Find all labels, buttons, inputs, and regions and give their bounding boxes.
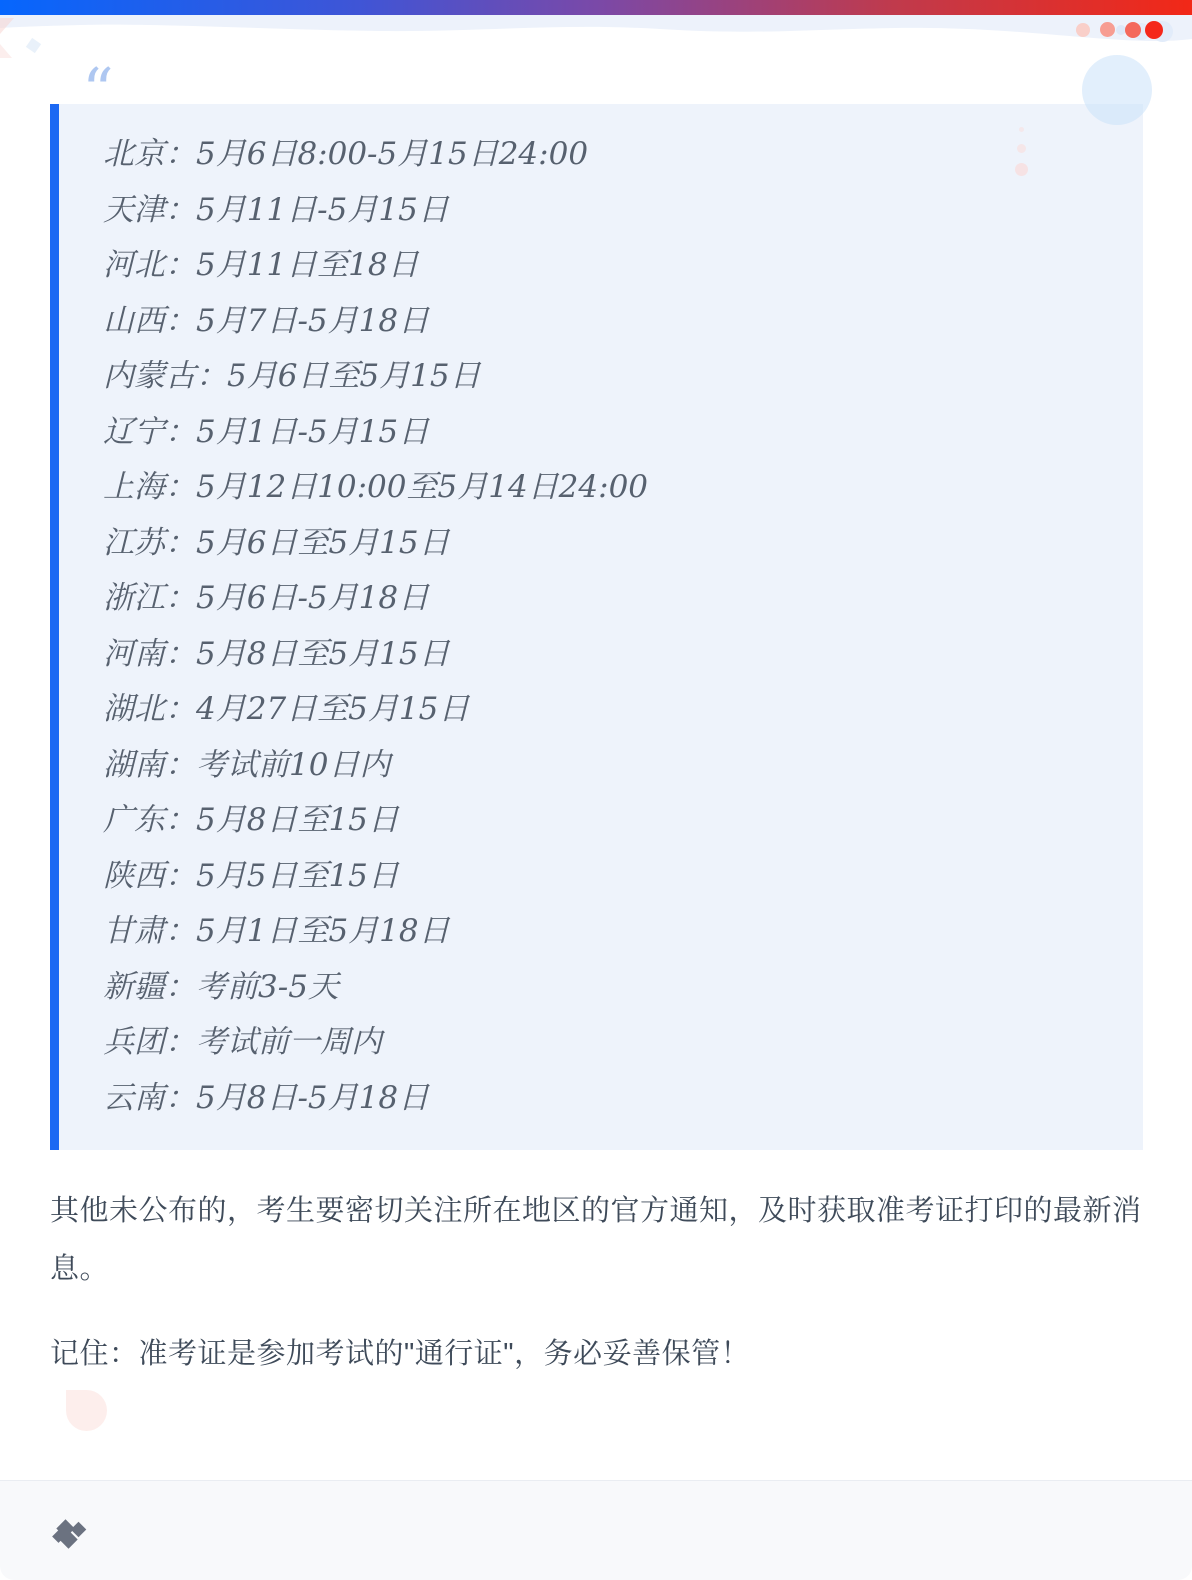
- schedule-line-hunan: 湖南：考试前10日内: [103, 746, 391, 783]
- schedule-line-neimenggu: 内蒙古：5月6日至5月15日: [103, 358, 481, 394]
- open-quote-icon: “: [82, 54, 114, 127]
- decor-dot-red-4: [1145, 21, 1163, 39]
- corner-triangle-pink-2: [0, 44, 12, 58]
- decor-dot-pink-medium: [1017, 144, 1026, 153]
- corner-triangle-pink: [0, 18, 14, 34]
- schedule-line-shanxi: 山西：5月7日-5月18日: [103, 302, 430, 339]
- schedule-line-shanghai: 上海：5月12日10:00至5月14日24:00: [103, 469, 649, 505]
- schedule-line-liaoning: 辽宁：5月1日-5月15日: [103, 413, 430, 450]
- decor-dot-red-2: [1100, 22, 1115, 37]
- schedule-line-hubei: 湖北：4月27日至5月15日: [103, 691, 470, 727]
- decor-circle-blue: [1082, 55, 1152, 125]
- notice-paragraph: 其他未公布的，考生要密切关注所在地区的官方通知，及时获取准考证打印的最新消息。: [50, 1195, 1142, 1285]
- schedule-line-bingtuan: 兵团：考试前一周内: [103, 1024, 382, 1060]
- schedule-line-gansu: 甘肃：5月1日至5月18日: [103, 913, 450, 949]
- schedule-line-henan: 河南：5月8日至5月15日: [103, 635, 450, 672]
- decor-dot-pink-large: [1015, 163, 1028, 176]
- schedule-line-shaanxi: 陕西：5月5日至15日: [103, 857, 399, 894]
- schedule-line-beijing: 北京：5月6日8:00-5月15日24:00: [103, 136, 589, 172]
- footer: [0, 1480, 1192, 1580]
- footer-diamonds-logo-icon: [50, 1518, 90, 1550]
- schedule-blockquote: [50, 104, 1143, 1150]
- reminder-paragraph: 记住：准考证是参加考试的"通行证"，务必妥善保管！: [50, 1338, 751, 1370]
- decor-blob-pink: [66, 1390, 107, 1431]
- header-wave-shape: [0, 15, 1192, 57]
- schedule-line-zhejiang: 浙江：5月6日-5月18日: [103, 580, 430, 616]
- decor-dot-pink-small: [1019, 127, 1024, 132]
- schedule-line-guangdong: 广东：5月8日至15日: [103, 802, 399, 838]
- decor-dot-red-1: [1076, 23, 1090, 37]
- schedule-line-jiangsu: 江苏：5月6日至5月15日: [103, 524, 450, 561]
- schedule-line-yunnan: 云南：5月8日-5月18日: [103, 1079, 430, 1116]
- schedule-line-hebei: 河北：5月11日至18日: [103, 247, 419, 283]
- decor-dot-red-3: [1125, 22, 1141, 38]
- schedule-line-tianjin: 天津：5月11日-5月15日: [103, 191, 449, 228]
- schedule-line-xinjiang: 新疆：考前3-5天: [103, 968, 339, 1005]
